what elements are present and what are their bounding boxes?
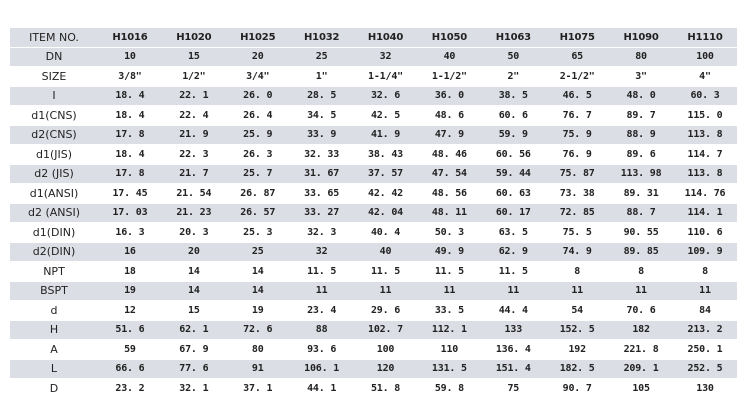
table-cell: 102. 7 (354, 320, 418, 340)
row-label: A (10, 339, 98, 359)
table-cell: 26. 87 (226, 183, 290, 203)
table-cell: 20 (162, 242, 226, 262)
table-cell: 74. 9 (545, 242, 609, 262)
table-cell: 28. 5 (290, 86, 354, 106)
table-cell: 75. 5 (545, 222, 609, 242)
table-cell: 109. 9 (673, 242, 737, 262)
table-cell: 38. 5 (481, 86, 545, 106)
table-cell: 48. 6 (417, 105, 481, 125)
table-cell: 50. 3 (417, 222, 481, 242)
table-cell: 25 (290, 47, 354, 67)
header-item-no-label: ITEM NO. (10, 27, 98, 47)
table-cell: 113. 8 (673, 164, 737, 184)
table-cell: 209. 1 (609, 359, 673, 379)
table-cell: 51. 6 (98, 320, 162, 340)
row-label: SIZE (10, 66, 98, 86)
table-cell: 41. 9 (354, 125, 418, 145)
table-cell: 3/4" (226, 66, 290, 86)
table-cell: 75. 9 (545, 125, 609, 145)
table-cell: 29. 6 (354, 300, 418, 320)
table-cell: 22. 4 (162, 105, 226, 125)
table-cell: 80 (609, 47, 673, 67)
table-row (10, 242, 737, 262)
table-cell: 23. 4 (290, 300, 354, 320)
table-cell: 23. 2 (98, 378, 162, 398)
table-cell: 47. 54 (417, 164, 481, 184)
table-cell: 100 (673, 47, 737, 67)
table-cell: 11 (481, 281, 545, 301)
table-cell: 151. 4 (481, 359, 545, 379)
row-label: d (10, 300, 98, 320)
table-cell: 17. 8 (98, 125, 162, 145)
table-row (10, 144, 737, 164)
table-row (10, 300, 737, 320)
header-model-cell: H1020 (162, 27, 226, 47)
table-cell: 48. 11 (417, 203, 481, 223)
table-row (10, 281, 737, 301)
table-cell: 19 (226, 300, 290, 320)
header-model-cell: H1110 (673, 27, 737, 47)
header-row (10, 27, 737, 47)
table-cell: 10 (98, 47, 162, 67)
table-cell: 89. 7 (609, 105, 673, 125)
table-cell: 1-1/4" (354, 66, 418, 86)
table-cell: 110. 6 (673, 222, 737, 242)
table-cell: 20 (226, 47, 290, 67)
table-cell: 114. 1 (673, 203, 737, 223)
table-cell: 48. 0 (609, 86, 673, 106)
row-label: NPT (10, 261, 98, 281)
table-cell: 88. 9 (609, 125, 673, 145)
table-cell: 113. 8 (673, 125, 737, 145)
table-cell: 60. 63 (481, 183, 545, 203)
table-cell: 11 (417, 281, 481, 301)
table-row (10, 261, 737, 281)
table-cell: 90. 55 (609, 222, 673, 242)
row-label: H (10, 320, 98, 340)
table-cell: 112. 1 (417, 320, 481, 340)
table-cell: 25 (226, 242, 290, 262)
row-label: d1(JIS) (10, 144, 98, 164)
table-cell: 15 (162, 47, 226, 67)
row-label: d2 (JIS) (10, 164, 98, 184)
table-cell: 18. 4 (98, 144, 162, 164)
table-cell: 76. 7 (545, 105, 609, 125)
table-row (10, 86, 737, 106)
table-cell: 32. 6 (354, 86, 418, 106)
table-cell: 1-1/2" (417, 66, 481, 86)
table-row (10, 339, 737, 359)
table-cell: 88. 7 (609, 203, 673, 223)
row-label: d2(DIN) (10, 242, 98, 262)
table-row (10, 378, 737, 398)
table-cell: 59. 44 (481, 164, 545, 184)
table-row (10, 105, 737, 125)
table-cell: 105 (609, 378, 673, 398)
table-body (10, 47, 737, 398)
table-cell: 11. 5 (417, 261, 481, 281)
table-cell: 14 (226, 281, 290, 301)
table-cell: 20. 3 (162, 222, 226, 242)
table-cell: 80 (226, 339, 290, 359)
table-cell: 114. 7 (673, 144, 737, 164)
table-cell: 18 (98, 261, 162, 281)
table-cell: 42. 42 (354, 183, 418, 203)
table-cell: 11. 5 (290, 261, 354, 281)
table-cell: 21. 23 (162, 203, 226, 223)
table-cell: 113. 98 (609, 164, 673, 184)
table-row (10, 183, 737, 203)
table-cell: 110 (417, 339, 481, 359)
table-cell: 2" (481, 66, 545, 86)
row-label: DN (10, 47, 98, 67)
table-cell: 44. 4 (481, 300, 545, 320)
table-cell: 32 (354, 47, 418, 67)
table-cell: 63. 5 (481, 222, 545, 242)
table-row (10, 47, 737, 67)
table-cell: 40 (417, 47, 481, 67)
table-cell: 73. 38 (545, 183, 609, 203)
table-cell: 72. 85 (545, 203, 609, 223)
table-cell: 21. 54 (162, 183, 226, 203)
row-label: I (10, 86, 98, 106)
table-cell: 131. 5 (417, 359, 481, 379)
table-cell: 1/2" (162, 66, 226, 86)
table-cell: 11 (673, 281, 737, 301)
table-cell: 59 (98, 339, 162, 359)
table-cell: 40 (354, 242, 418, 262)
table-cell: 15 (162, 300, 226, 320)
table-cell: 93. 6 (290, 339, 354, 359)
table-cell: 11 (354, 281, 418, 301)
table-cell: 182 (609, 320, 673, 340)
row-label: d2(CNS) (10, 125, 98, 145)
table-cell: 130 (673, 378, 737, 398)
table-cell: 14 (226, 261, 290, 281)
table-cell: 60. 6 (481, 105, 545, 125)
table-cell: 16. 3 (98, 222, 162, 242)
table-cell: 4" (673, 66, 737, 86)
table-cell: 221. 8 (609, 339, 673, 359)
table-cell: 48. 46 (417, 144, 481, 164)
table-cell: 33. 27 (290, 203, 354, 223)
row-label: d1(ANSI) (10, 183, 98, 203)
table-cell: 26. 4 (226, 105, 290, 125)
table-cell: 60. 3 (673, 86, 737, 106)
table-cell: 62. 9 (481, 242, 545, 262)
table-cell: 60. 56 (481, 144, 545, 164)
table-cell: 1" (290, 66, 354, 86)
table-cell: 182. 5 (545, 359, 609, 379)
table-cell: 11. 5 (481, 261, 545, 281)
table-cell: 136. 4 (481, 339, 545, 359)
table-cell: 11 (545, 281, 609, 301)
table-header (10, 27, 737, 47)
table-cell: 133 (481, 320, 545, 340)
table-cell: 8 (609, 261, 673, 281)
table-cell: 18. 4 (98, 105, 162, 125)
table-cell: 26. 0 (226, 86, 290, 106)
table-cell: 213. 2 (673, 320, 737, 340)
table-cell: 3/8" (98, 66, 162, 86)
table-cell: 16 (98, 242, 162, 262)
row-label: BSPT (10, 281, 98, 301)
table-cell: 89. 6 (609, 144, 673, 164)
table-cell: 66. 6 (98, 359, 162, 379)
table-cell: 3" (609, 66, 673, 86)
table-cell: 60. 17 (481, 203, 545, 223)
table-cell: 44. 1 (290, 378, 354, 398)
table-cell: 12 (98, 300, 162, 320)
table-cell: 37. 1 (226, 378, 290, 398)
table-cell: 32. 1 (162, 378, 226, 398)
table-cell: 31. 67 (290, 164, 354, 184)
table-cell: 11 (609, 281, 673, 301)
table-row (10, 66, 737, 86)
table-row (10, 359, 737, 379)
table-cell: 75 (481, 378, 545, 398)
table-cell: 100 (354, 339, 418, 359)
table-cell: 21. 9 (162, 125, 226, 145)
table-row (10, 320, 737, 340)
table-cell: 77. 6 (162, 359, 226, 379)
table-cell: 17. 03 (98, 203, 162, 223)
table-cell: 192 (545, 339, 609, 359)
header-model-cell: H1050 (417, 27, 481, 47)
table-cell: 91 (226, 359, 290, 379)
table-cell: 25. 3 (226, 222, 290, 242)
table-cell: 59. 9 (481, 125, 545, 145)
table-cell: 32 (290, 242, 354, 262)
table-cell: 14 (162, 261, 226, 281)
row-label: L (10, 359, 98, 379)
table-cell: 19 (98, 281, 162, 301)
table-cell: 59. 8 (417, 378, 481, 398)
table-cell: 25. 9 (226, 125, 290, 145)
header-model-cell: H1032 (290, 27, 354, 47)
table-cell: 46. 5 (545, 86, 609, 106)
table-cell: 252. 5 (673, 359, 737, 379)
header-model-cell: H1090 (609, 27, 673, 47)
table-cell: 50 (481, 47, 545, 67)
table-cell: 17. 45 (98, 183, 162, 203)
table-cell: 38. 43 (354, 144, 418, 164)
table-row (10, 222, 737, 242)
table-cell: 250. 1 (673, 339, 737, 359)
table-cell: 8 (673, 261, 737, 281)
table-cell: 8 (545, 261, 609, 281)
table-cell: 11. 5 (354, 261, 418, 281)
table-cell: 22. 1 (162, 86, 226, 106)
table-cell: 2-1/2" (545, 66, 609, 86)
table-cell: 33. 65 (290, 183, 354, 203)
table-cell: 26. 3 (226, 144, 290, 164)
table-cell: 114. 76 (673, 183, 737, 203)
table-cell: 88 (290, 320, 354, 340)
table-cell: 62. 1 (162, 320, 226, 340)
table-cell: 75. 87 (545, 164, 609, 184)
header-model-cell: H1075 (545, 27, 609, 47)
table-cell: 89. 31 (609, 183, 673, 203)
table-cell: 84 (673, 300, 737, 320)
table-cell: 49. 9 (417, 242, 481, 262)
table-cell: 54 (545, 300, 609, 320)
table-row (10, 125, 737, 145)
table-cell: 37. 57 (354, 164, 418, 184)
row-label: d1(CNS) (10, 105, 98, 125)
header-model-cell: H1040 (354, 27, 418, 47)
row-label: D (10, 378, 98, 398)
table-cell: 11 (290, 281, 354, 301)
table-cell: 51. 8 (354, 378, 418, 398)
row-label: d1(DIN) (10, 222, 98, 242)
table-cell: 72. 6 (226, 320, 290, 340)
table-row (10, 164, 737, 184)
table-cell: 32. 3 (290, 222, 354, 242)
table-cell: 42. 04 (354, 203, 418, 223)
table-cell: 115. 0 (673, 105, 737, 125)
table-cell: 21. 7 (162, 164, 226, 184)
header-model-cell: H1063 (481, 27, 545, 47)
table-cell: 40. 4 (354, 222, 418, 242)
table-cell: 76. 9 (545, 144, 609, 164)
header-model-cell: H1025 (226, 27, 290, 47)
table-cell: 70. 6 (609, 300, 673, 320)
table-cell: 18. 4 (98, 86, 162, 106)
table-cell: 48. 56 (417, 183, 481, 203)
table-cell: 90. 7 (545, 378, 609, 398)
table-cell: 42. 5 (354, 105, 418, 125)
table-row (10, 203, 737, 223)
table-cell: 89. 85 (609, 242, 673, 262)
table-cell: 33. 5 (417, 300, 481, 320)
header-model-cell: H1016 (98, 27, 162, 47)
table-cell: 14 (162, 281, 226, 301)
table-cell: 106. 1 (290, 359, 354, 379)
row-label: d2 (ANSI) (10, 203, 98, 223)
table-cell: 32. 33 (290, 144, 354, 164)
table-cell: 26. 57 (226, 203, 290, 223)
table-cell: 67. 9 (162, 339, 226, 359)
table-cell: 25. 7 (226, 164, 290, 184)
table-cell: 33. 9 (290, 125, 354, 145)
table-cell: 120 (354, 359, 418, 379)
table-cell: 65 (545, 47, 609, 67)
dimension-spec-table (10, 27, 737, 398)
table-cell: 152. 5 (545, 320, 609, 340)
table-cell: 36. 0 (417, 86, 481, 106)
table-cell: 47. 9 (417, 125, 481, 145)
table-cell: 17. 8 (98, 164, 162, 184)
table-cell: 22. 3 (162, 144, 226, 164)
table-cell: 34. 5 (290, 105, 354, 125)
